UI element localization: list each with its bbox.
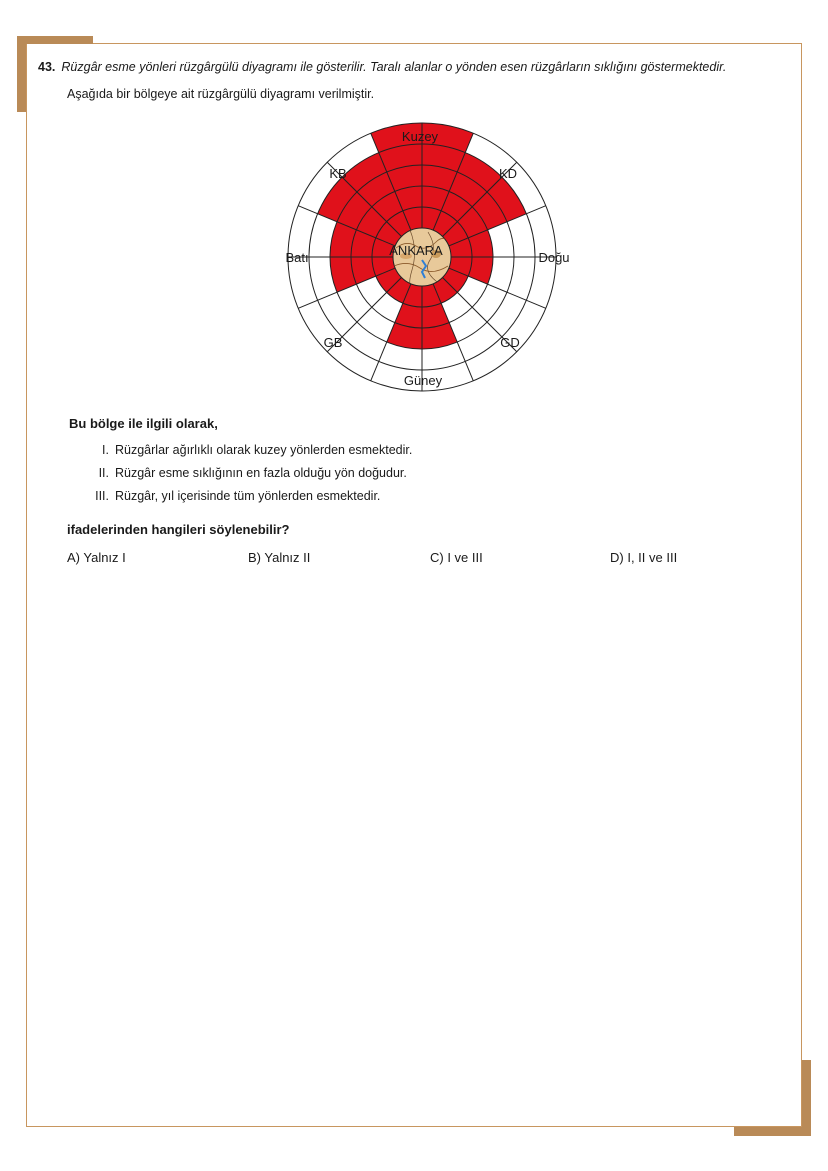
label-east: Doğu xyxy=(538,250,570,265)
map-city-label: ANKARA xyxy=(389,243,443,258)
option-b[interactable]: B) Yalnız II xyxy=(248,550,311,565)
corner-accent-bottom-right xyxy=(734,1127,811,1136)
corner-accent-top-left-vertical xyxy=(17,36,26,112)
spoke xyxy=(449,268,546,308)
statement-item xyxy=(86,489,412,512)
question-header xyxy=(38,60,726,74)
label-northwest: KB xyxy=(329,166,347,181)
label-south: Güney xyxy=(403,373,443,388)
statement-text: Rüzgâr, yıl içerisinde tüm yönlerden esmektedir. xyxy=(115,489,381,503)
wind-rose-diagram xyxy=(270,120,580,395)
statement-text: Rüzgâr esme sıklığının en fazla olduğu yön doğudur. xyxy=(115,466,407,480)
statement-item xyxy=(86,443,412,466)
label-west: Batı xyxy=(285,250,309,265)
statements-lead-in: Bu bölge ile ilgili olarak, xyxy=(69,416,218,431)
label-southeast: GD xyxy=(500,335,520,350)
question-stem: Rüzgâr esme yönleri rüzgârgülü diyagramı ile gösterilir. Taralı alanlar o yönden esen rüzgârların sıklığını göstermektedir. xyxy=(61,60,727,74)
label-north: Kuzey xyxy=(401,129,439,144)
statement-item xyxy=(86,466,412,489)
label-northeast: KD xyxy=(498,166,518,181)
option-a[interactable]: A) Yalnız I xyxy=(67,550,126,565)
question-intro: Aşağıda bir bölgeye ait rüzgârgülü diyagramı verilmiştir. xyxy=(67,87,375,101)
question-number: 43. xyxy=(38,60,56,74)
option-d[interactable]: D) I, II ve III xyxy=(610,550,678,565)
question-prompt: ifadelerinden hangileri söylenebilir? xyxy=(67,522,290,537)
corner-accent-top-left xyxy=(17,36,93,44)
statement-text: Rüzgârlar ağırlıklı olarak kuzey yönlerden esmektedir. xyxy=(115,443,413,457)
statement-number: I. xyxy=(102,443,109,457)
option-c[interactable]: C) I ve III xyxy=(430,550,483,565)
statement-number: III. xyxy=(95,489,109,503)
statement-number: II. xyxy=(98,466,109,480)
corner-accent-bottom-right-vertical xyxy=(802,1060,811,1136)
label-southwest: GB xyxy=(323,335,343,350)
statement-list xyxy=(86,443,412,512)
